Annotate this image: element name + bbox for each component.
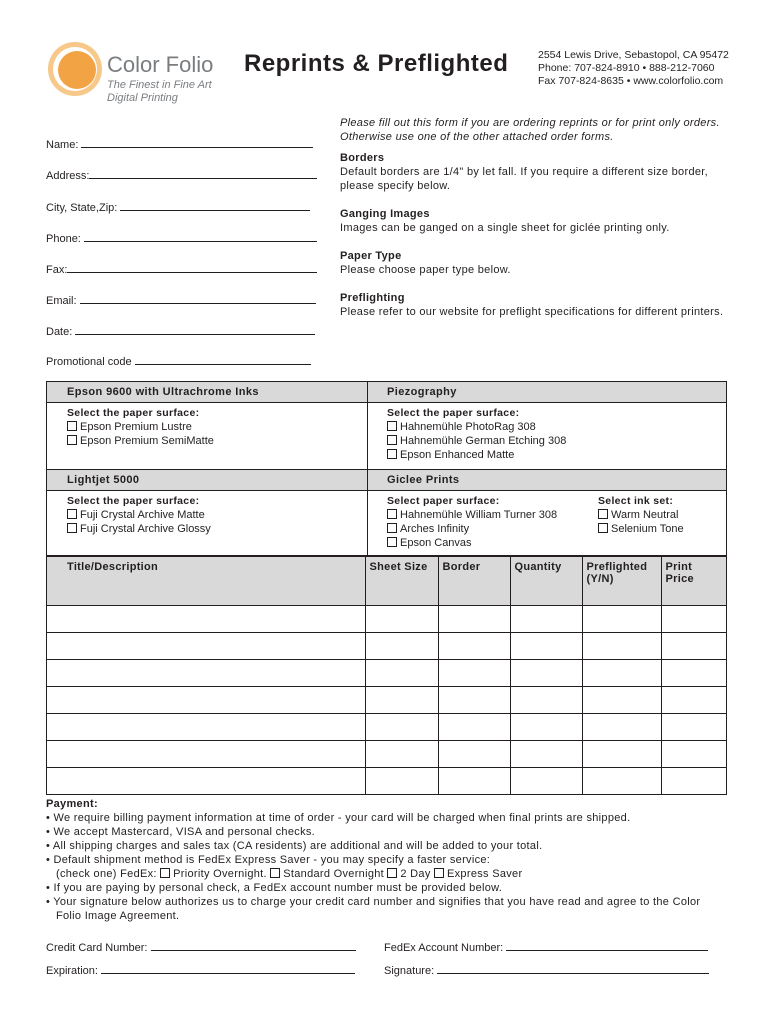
list-item: • If you are paying by personal check, a FedEx account number must be provided below.: [46, 882, 503, 894]
table-row: [47, 714, 726, 741]
col-print-price: Print Price: [661, 557, 726, 606]
paper-band-1: [47, 382, 726, 403]
paper-type-section: [340, 249, 730, 277]
checkbox-icon[interactable]: [598, 509, 608, 519]
checkbox-option[interactable]: Hahnemühle William Turner 308: [387, 508, 557, 522]
section-text: Please refer to our website for preflight specifications for different printers.: [340, 306, 724, 318]
giclee-options: Select paper surface: Hahnemühle William Turner 308 Arches Infinity Epson Canvas: [387, 495, 558, 549]
signature-field[interactable]: Signature:: [384, 963, 709, 977]
piezo-heading: Piezography: [387, 386, 457, 398]
col-sheet-size: Sheet Size: [365, 557, 438, 606]
name-field[interactable]: Name:: [46, 137, 313, 151]
lightjet-heading: Lightjet 5000: [67, 474, 140, 486]
table-row: [47, 660, 726, 687]
checkbox-option[interactable]: Epson Premium Lustre: [67, 420, 214, 434]
checkbox-icon[interactable]: [67, 435, 77, 445]
list-item: • Default shipment method is FedEx Express Saver - you may specify a faster service:: [46, 854, 491, 866]
paper-options-2: [47, 491, 726, 556]
checkbox-icon[interactable]: [598, 523, 608, 533]
phone-field[interactable]: Phone:: [46, 231, 317, 245]
checkbox-icon[interactable]: [387, 537, 397, 547]
order-rows: [47, 606, 726, 795]
checkbox-option[interactable]: Express Saver: [434, 868, 522, 880]
epson-options: Select the paper surface: Epson Premium Lustre Epson Premium SemiMatte: [67, 407, 214, 447]
paper-band-2: [47, 470, 726, 491]
col-quantity: Quantity: [510, 557, 582, 606]
section-text: Default borders are 1/4" by let fall. If you require a different size border, please specify below.: [340, 166, 708, 192]
checkbox-icon[interactable]: [160, 868, 170, 878]
lightjet-options: Select the paper surface: Fuji Crystal Archive Matte Fuji Crystal Archive Glossy: [67, 495, 211, 535]
table-row: [47, 687, 726, 714]
payment-section: [46, 797, 726, 923]
table-row: [47, 741, 726, 768]
email-field[interactable]: Email:: [46, 293, 316, 307]
checkbox-option[interactable]: 2 Day: [387, 868, 430, 880]
ink-options: Select ink set: Warm Neutral Selenium Tone: [598, 495, 684, 535]
col-border: Border: [438, 557, 510, 606]
section-heading: Ganging Images: [340, 208, 430, 220]
list-item: • We require billing payment information at time of order - your card will be charged when final prints are shipped.: [46, 812, 631, 824]
checkbox-icon[interactable]: [270, 868, 280, 878]
checkbox-icon[interactable]: [387, 523, 397, 533]
section-text: Please choose paper type below.: [340, 264, 511, 276]
paper-options-1: [47, 403, 726, 470]
credit-card-field[interactable]: Credit Card Number:: [46, 940, 356, 954]
col-preflighted: Preflighted (Y/N): [582, 557, 661, 606]
checkbox-option[interactable]: Standard Overnight: [270, 868, 384, 880]
expiration-field[interactable]: Expiration:: [46, 963, 355, 977]
table-row: [47, 768, 726, 795]
checkbox-icon[interactable]: [434, 868, 444, 878]
checkbox-icon[interactable]: [387, 868, 397, 878]
piezo-options: Select the paper surface: Hahnemühle PhotoRag 308 Hahnemühle German Etching 308 Epson Enhanced Matte: [387, 407, 567, 461]
section-text: Images can be ganged on a single sheet for giclée printing only.: [340, 222, 670, 234]
checkbox-option[interactable]: Hahnemühle German Etching 308: [387, 434, 566, 448]
order-table-header: [47, 557, 726, 606]
address-field[interactable]: Address:: [46, 168, 317, 182]
checkbox-option[interactable]: Epson Premium SemiMatte: [67, 434, 214, 448]
logo-tagline: The Finest in Fine Art: [107, 79, 212, 91]
section-heading: Paper Type: [340, 250, 402, 262]
checkbox-option[interactable]: Selenium Tone: [598, 522, 684, 536]
order-grid: [46, 381, 727, 795]
table-row: [47, 633, 726, 660]
page-title: Reprints & Preflighted: [244, 50, 509, 77]
checkbox-option[interactable]: Epson Canvas: [387, 536, 557, 550]
city-state-zip-field[interactable]: City, State,Zip:: [46, 200, 310, 214]
checkbox-icon[interactable]: [67, 509, 77, 519]
fedex-account-field[interactable]: FedEx Account Number:: [384, 940, 708, 954]
checkbox-option[interactable]: Hahnemühle PhotoRag 308: [387, 420, 566, 434]
preflighting-section: [340, 291, 730, 319]
giclee-heading: Giclee Prints: [387, 474, 460, 486]
checkbox-option[interactable]: Fuji Crystal Archive Matte: [67, 508, 211, 522]
checkbox-icon[interactable]: [67, 421, 77, 431]
company-phone: Phone: 707-824-8910 • 888-212-7060: [538, 62, 715, 74]
logo-name: Color Folio: [107, 52, 214, 77]
checkbox-icon[interactable]: [387, 449, 397, 459]
epson-heading: Epson 9600 with Ultrachrome Inks: [67, 386, 259, 398]
checkbox-option[interactable]: Epson Enhanced Matte: [387, 448, 566, 462]
checkbox-option[interactable]: Fuji Crystal Archive Glossy: [67, 522, 211, 536]
checkbox-icon[interactable]: [67, 523, 77, 533]
payment-heading: Payment:: [46, 798, 98, 810]
list-item: • We accept Mastercard, VISA and personal checks.: [46, 826, 316, 838]
promo-code-field[interactable]: Promotional code: [46, 354, 311, 368]
list-item: • All shipping charges and sales tax (CA residents) are additional and will be added to your total.: [46, 840, 543, 852]
list-item: • Your signature below authorizes us to charge your credit card number and signifies that you have read and agree to the Color Folio Image Agreement.: [46, 896, 701, 922]
intro-text: Please fill out this form if you are ordering reprints or for print only orders. Otherwise use one of the other attached order forms.: [340, 117, 720, 143]
fax-field[interactable]: Fax:: [46, 262, 317, 276]
date-field[interactable]: Date:: [46, 324, 315, 338]
ganging-section: [340, 207, 730, 235]
fedex-options: (check one) FedEx: Priority Overnight. Standard Overnight 2 Day Express Saver: [56, 868, 523, 880]
checkbox-icon[interactable]: [387, 421, 397, 431]
checkbox-option[interactable]: Warm Neutral: [598, 508, 684, 522]
payment-list: [46, 811, 726, 923]
table-row: [47, 606, 726, 633]
checkbox-icon[interactable]: [387, 435, 397, 445]
checkbox-option[interactable]: Priority Overnight.: [160, 868, 267, 880]
company-fax-web: Fax 707-824-8635 • www.colorfolio.com: [538, 75, 724, 87]
checkbox-icon[interactable]: [387, 509, 397, 519]
color-folio-logo-icon: [46, 40, 104, 98]
company-address: 2554 Lewis Drive, Sebastopol, CA 95472: [538, 49, 729, 61]
col-title: Title/Description: [47, 557, 365, 606]
section-heading: Preflighting: [340, 292, 405, 304]
order-table: [47, 556, 726, 794]
logo-tagline-2: Digital Printing: [107, 92, 178, 104]
checkbox-option[interactable]: Arches Infinity: [387, 522, 557, 536]
section-heading: Borders: [340, 152, 385, 164]
borders-section: [340, 151, 730, 193]
